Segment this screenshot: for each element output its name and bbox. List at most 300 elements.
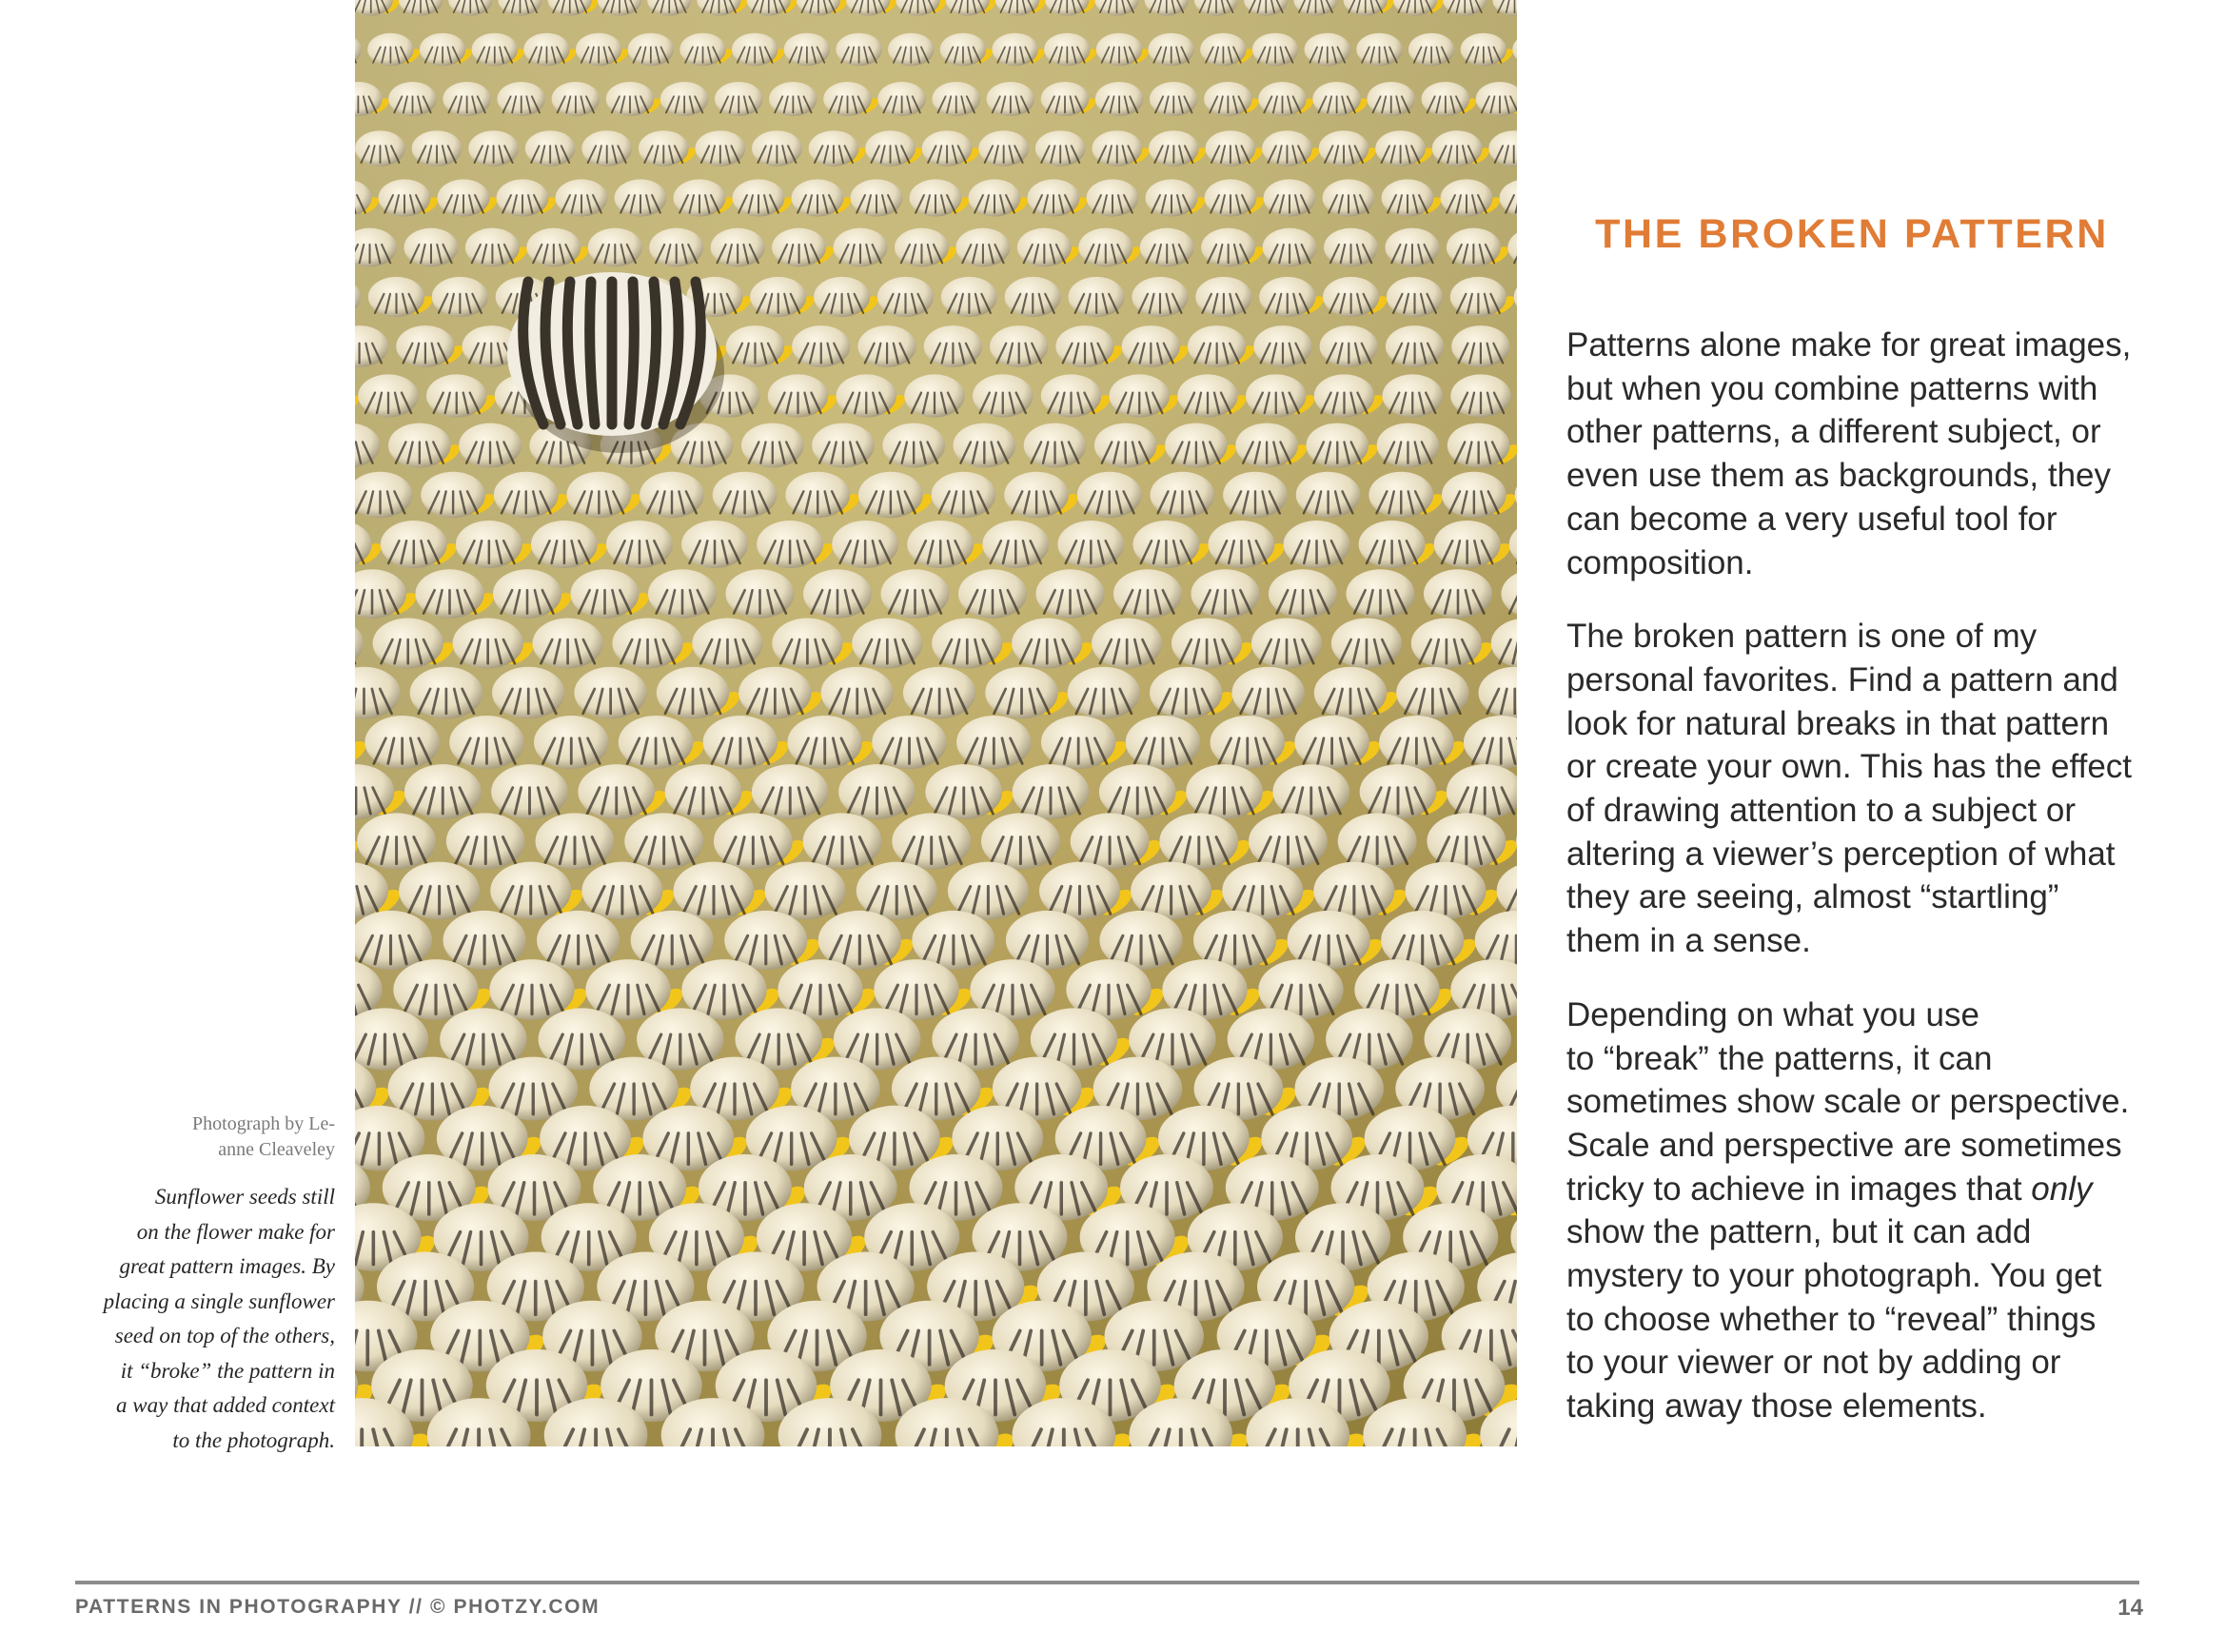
seed bbox=[1078, 228, 1143, 267]
seed bbox=[548, 0, 601, 16]
seed bbox=[494, 472, 571, 519]
seed bbox=[1140, 228, 1194, 267]
seed bbox=[1447, 228, 1511, 267]
seed bbox=[726, 325, 796, 367]
seed bbox=[1149, 130, 1209, 167]
seed bbox=[715, 82, 763, 116]
seed bbox=[1126, 716, 1201, 769]
seed bbox=[1432, 130, 1492, 167]
seed bbox=[420, 33, 475, 67]
seed bbox=[456, 521, 536, 568]
seed bbox=[1165, 423, 1239, 468]
seed bbox=[1041, 716, 1131, 769]
seed bbox=[443, 82, 491, 116]
seed bbox=[404, 228, 458, 267]
article-body bbox=[1566, 324, 2153, 1459]
caption-line: to the photograph. bbox=[172, 1427, 335, 1452]
seed bbox=[1491, 618, 1517, 668]
seed bbox=[973, 374, 1033, 417]
seed bbox=[1077, 472, 1142, 518]
seed bbox=[792, 325, 850, 367]
caption-line: great pattern images. By bbox=[119, 1254, 335, 1278]
seed bbox=[837, 374, 909, 417]
seed bbox=[1344, 0, 1396, 16]
seed bbox=[992, 33, 1047, 67]
seed bbox=[896, 0, 948, 16]
seed bbox=[772, 618, 857, 668]
seed bbox=[628, 33, 674, 67]
seed bbox=[399, 0, 443, 16]
seed bbox=[784, 33, 830, 67]
seed bbox=[1069, 277, 1125, 317]
seed bbox=[1150, 472, 1214, 518]
caption-line: it “broke” the pattern in bbox=[120, 1358, 335, 1383]
seed bbox=[990, 325, 1048, 367]
seed bbox=[904, 374, 964, 417]
seed bbox=[1068, 667, 1140, 719]
seed bbox=[570, 569, 652, 619]
seed bbox=[1246, 374, 1318, 417]
seed bbox=[888, 33, 934, 67]
text-line: of drawing attention to a subject or bbox=[1566, 792, 2077, 830]
seed bbox=[857, 325, 916, 367]
seed bbox=[1306, 423, 1380, 468]
seed bbox=[803, 813, 882, 869]
seed bbox=[355, 0, 402, 16]
seed bbox=[631, 911, 714, 970]
seed bbox=[1500, 179, 1517, 216]
seed bbox=[1320, 325, 1378, 367]
seed bbox=[388, 82, 437, 116]
seed bbox=[787, 716, 876, 769]
seed bbox=[1305, 33, 1350, 67]
seed bbox=[733, 179, 796, 216]
seed bbox=[355, 130, 405, 167]
seed bbox=[882, 423, 945, 468]
seed bbox=[1249, 813, 1328, 869]
seed bbox=[954, 423, 1016, 468]
seed bbox=[493, 569, 575, 619]
seed bbox=[1346, 569, 1414, 618]
seed bbox=[355, 423, 380, 468]
seed bbox=[1004, 472, 1081, 519]
seed bbox=[1252, 33, 1298, 67]
seed bbox=[1194, 0, 1238, 16]
seed bbox=[364, 716, 440, 769]
seed bbox=[640, 472, 704, 518]
seed bbox=[552, 82, 601, 116]
seed bbox=[399, 862, 480, 920]
seed bbox=[858, 472, 935, 519]
text-fragment: tricky to achieve in images that bbox=[1566, 1170, 2032, 1208]
seed bbox=[566, 472, 643, 519]
seed bbox=[537, 911, 620, 970]
seed bbox=[453, 618, 538, 668]
seed bbox=[1223, 472, 1288, 518]
seed bbox=[1258, 82, 1315, 116]
seed bbox=[747, 0, 799, 16]
seed bbox=[1393, 0, 1446, 16]
seed bbox=[932, 618, 1016, 668]
seed bbox=[1434, 521, 1514, 568]
seed bbox=[432, 277, 488, 317]
seed bbox=[1312, 82, 1369, 116]
seed bbox=[1515, 472, 1517, 519]
seed bbox=[1253, 325, 1311, 367]
seed bbox=[1411, 618, 1496, 668]
seed bbox=[1041, 82, 1098, 116]
seed bbox=[910, 179, 973, 216]
seed bbox=[615, 179, 667, 216]
seed bbox=[534, 716, 609, 769]
seed bbox=[525, 130, 576, 167]
seed bbox=[1441, 179, 1504, 216]
seed bbox=[987, 82, 1035, 116]
text-line: The broken pattern is one of my bbox=[1566, 618, 2038, 656]
seed bbox=[732, 33, 787, 67]
seed bbox=[1479, 667, 1517, 719]
seed bbox=[355, 228, 397, 267]
seed bbox=[697, 0, 749, 16]
seed bbox=[443, 911, 526, 970]
seed bbox=[955, 228, 1010, 267]
text-line: Depending on what you use bbox=[1566, 995, 1979, 1033]
seed bbox=[982, 521, 1049, 568]
seed bbox=[981, 813, 1060, 869]
seed bbox=[1447, 423, 1517, 468]
seed bbox=[1492, 0, 1517, 16]
seed bbox=[1262, 130, 1322, 167]
seed bbox=[1387, 277, 1443, 317]
seed bbox=[696, 130, 746, 167]
seed bbox=[895, 228, 959, 267]
seed bbox=[404, 764, 482, 819]
seed bbox=[355, 667, 401, 719]
seed bbox=[1424, 569, 1492, 618]
seed bbox=[367, 33, 423, 67]
text-line: mystery to your photograph. You get bbox=[1566, 1257, 2102, 1295]
seed bbox=[1488, 130, 1517, 167]
seed bbox=[1507, 228, 1517, 267]
seed bbox=[588, 228, 642, 267]
seed bbox=[812, 423, 875, 468]
emphasis-only: only bbox=[2031, 1170, 2093, 1208]
seed bbox=[1092, 618, 1162, 668]
seed bbox=[1294, 716, 1384, 769]
seed bbox=[821, 667, 894, 719]
seed bbox=[752, 764, 829, 819]
seed bbox=[1191, 569, 1259, 618]
seed bbox=[1099, 764, 1191, 819]
seed bbox=[578, 764, 669, 819]
seed bbox=[1055, 325, 1125, 367]
seed bbox=[1244, 0, 1288, 16]
seed bbox=[1408, 33, 1454, 67]
seed bbox=[851, 179, 903, 216]
seed bbox=[1028, 179, 1091, 216]
seed bbox=[660, 82, 709, 116]
sunflower-seeds-photo bbox=[355, 0, 1517, 1446]
seed bbox=[1314, 374, 1387, 417]
seed bbox=[624, 813, 703, 869]
seed bbox=[472, 33, 527, 67]
seed bbox=[355, 764, 409, 819]
seed bbox=[665, 764, 757, 819]
seed bbox=[648, 569, 717, 618]
seed bbox=[741, 423, 804, 468]
caption-line: on the flower make for bbox=[136, 1219, 335, 1244]
seed bbox=[1177, 374, 1250, 417]
seed bbox=[924, 325, 982, 367]
text-line: taking away those elements. bbox=[1566, 1387, 1987, 1426]
seed bbox=[814, 277, 881, 317]
footer-title: PATTERNS IN PHOTOGRAPHY // © PHOTZY.COM bbox=[75, 1596, 601, 1618]
paragraph-2 bbox=[1566, 615, 2153, 963]
text-line: look for natural breaks in that pattern bbox=[1566, 704, 2110, 742]
seed bbox=[834, 228, 888, 267]
seed bbox=[574, 667, 646, 719]
seed bbox=[1035, 569, 1104, 618]
seed bbox=[1150, 667, 1236, 719]
seed bbox=[576, 33, 631, 67]
seed bbox=[355, 179, 382, 216]
seed bbox=[1464, 716, 1517, 769]
seed bbox=[612, 618, 697, 668]
seed bbox=[1450, 374, 1510, 417]
credit-line: Photograph by Le- bbox=[192, 1113, 335, 1134]
seed bbox=[1368, 472, 1446, 519]
seed bbox=[809, 130, 869, 167]
seed bbox=[1422, 82, 1479, 116]
seed bbox=[1516, 813, 1517, 869]
seed bbox=[1461, 33, 1516, 67]
text-line: to choose whether to “reveal” things bbox=[1566, 1300, 2097, 1338]
photo-credit bbox=[133, 1111, 335, 1163]
seed bbox=[1338, 813, 1417, 869]
seed bbox=[1319, 130, 1379, 167]
seed bbox=[674, 862, 771, 920]
seed bbox=[713, 472, 778, 518]
seed bbox=[526, 228, 591, 267]
seed bbox=[1284, 521, 1350, 568]
seed bbox=[438, 179, 501, 216]
seed bbox=[1235, 423, 1309, 468]
text-line: can become a very useful tool for bbox=[1566, 500, 2058, 538]
seed bbox=[355, 521, 384, 568]
seed bbox=[1017, 228, 1082, 267]
seed bbox=[498, 0, 541, 16]
seed bbox=[606, 82, 663, 116]
seed bbox=[1087, 179, 1139, 216]
seed bbox=[703, 716, 793, 769]
seed bbox=[852, 618, 922, 668]
text-line: other patterns, a different subject, or bbox=[1566, 413, 2101, 451]
seed bbox=[836, 33, 881, 67]
seed bbox=[396, 325, 465, 367]
seed bbox=[1323, 277, 1390, 317]
seed bbox=[465, 228, 530, 267]
seed bbox=[491, 764, 568, 819]
text-line: to “break” the patterns, it can bbox=[1566, 1039, 1993, 1077]
seed bbox=[946, 0, 998, 16]
seed bbox=[903, 667, 975, 719]
seed bbox=[752, 130, 802, 167]
seed bbox=[355, 911, 432, 970]
seed bbox=[1251, 618, 1322, 668]
seed bbox=[772, 228, 837, 267]
seed bbox=[412, 130, 463, 167]
seed bbox=[468, 130, 519, 167]
seed bbox=[388, 423, 463, 468]
seed bbox=[1514, 277, 1517, 317]
seed bbox=[750, 277, 817, 317]
seed bbox=[1377, 423, 1440, 468]
seed bbox=[355, 618, 364, 668]
seed bbox=[941, 277, 997, 317]
seed bbox=[978, 130, 1029, 167]
seed bbox=[679, 33, 735, 67]
seed bbox=[639, 130, 699, 167]
caption-line: a way that added context bbox=[116, 1393, 335, 1417]
seed bbox=[1211, 716, 1300, 769]
seed bbox=[1356, 33, 1402, 67]
seed bbox=[857, 862, 937, 920]
seed bbox=[1360, 764, 1451, 819]
text-line: or create your own. This has the effect bbox=[1566, 748, 2133, 786]
seed bbox=[956, 716, 1032, 769]
seed bbox=[1094, 423, 1169, 468]
seed bbox=[1263, 228, 1317, 267]
seed bbox=[1041, 374, 1113, 417]
seed bbox=[838, 764, 916, 819]
seed bbox=[647, 0, 691, 16]
seed bbox=[1071, 813, 1165, 869]
seed bbox=[421, 472, 498, 519]
seed bbox=[381, 521, 461, 568]
seed bbox=[692, 618, 762, 668]
seed bbox=[1314, 667, 1401, 719]
seed bbox=[925, 764, 1016, 819]
caption-line: placing a single sunflower bbox=[103, 1288, 335, 1313]
seed bbox=[523, 33, 579, 67]
seed bbox=[355, 82, 392, 116]
seed bbox=[714, 813, 808, 869]
footer-divider bbox=[75, 1581, 2139, 1584]
seed bbox=[1396, 667, 1468, 719]
seed bbox=[725, 569, 794, 618]
seed bbox=[368, 277, 436, 317]
seed bbox=[1094, 0, 1138, 16]
seed bbox=[598, 0, 641, 16]
seed bbox=[1259, 277, 1327, 317]
seed bbox=[1201, 228, 1266, 267]
seed bbox=[1045, 0, 1097, 16]
seed bbox=[1501, 569, 1517, 619]
seed bbox=[446, 813, 525, 869]
seed bbox=[907, 521, 987, 568]
seed bbox=[556, 179, 608, 216]
seed bbox=[872, 716, 947, 769]
seed bbox=[410, 667, 482, 719]
seed bbox=[497, 82, 545, 116]
seed bbox=[448, 0, 492, 16]
paragraph-1 bbox=[1566, 324, 2153, 584]
seed bbox=[892, 813, 971, 869]
seed bbox=[1095, 82, 1144, 116]
seed bbox=[985, 667, 1072, 719]
seed bbox=[1186, 764, 1277, 819]
seed bbox=[497, 179, 560, 216]
seed bbox=[932, 82, 980, 116]
seed bbox=[355, 277, 361, 317]
seed bbox=[1044, 33, 1099, 67]
paragraph-3 bbox=[1566, 993, 2153, 1428]
seed bbox=[880, 569, 949, 618]
seed bbox=[1172, 618, 1256, 668]
seed bbox=[711, 228, 765, 267]
seed bbox=[1367, 82, 1415, 116]
seed bbox=[1272, 764, 1349, 819]
seed bbox=[797, 0, 849, 16]
seed bbox=[426, 374, 499, 417]
photo-caption bbox=[63, 1180, 335, 1458]
seed bbox=[1451, 325, 1509, 367]
seed bbox=[1205, 179, 1268, 216]
seed bbox=[1386, 325, 1444, 367]
seed bbox=[1145, 0, 1189, 16]
seed bbox=[765, 862, 846, 920]
seed bbox=[1204, 82, 1261, 116]
seed bbox=[1132, 277, 1188, 317]
seed bbox=[1296, 472, 1361, 518]
seed bbox=[1324, 228, 1378, 267]
text-line bbox=[1566, 1168, 2153, 1211]
seed bbox=[1269, 569, 1337, 618]
seed bbox=[1379, 716, 1468, 769]
seed bbox=[355, 472, 412, 518]
text-line: composition. bbox=[1566, 543, 1754, 581]
seed bbox=[940, 33, 995, 67]
seed bbox=[1195, 277, 1251, 317]
seed bbox=[877, 82, 926, 116]
seed bbox=[757, 521, 837, 568]
seed bbox=[768, 374, 840, 417]
seed bbox=[355, 569, 420, 619]
seed bbox=[932, 472, 996, 518]
seed bbox=[1159, 813, 1253, 869]
text-line: them in a sense. bbox=[1566, 922, 1811, 960]
text-line: sometimes show scale or perspective. bbox=[1566, 1083, 2130, 1121]
seed bbox=[649, 228, 703, 267]
seed bbox=[459, 423, 522, 468]
seed bbox=[865, 130, 925, 167]
seed bbox=[1057, 521, 1124, 568]
seed bbox=[1231, 667, 1304, 719]
seed bbox=[536, 813, 615, 869]
seed bbox=[1442, 472, 1517, 519]
seed bbox=[832, 521, 898, 568]
seed bbox=[877, 277, 934, 317]
seed bbox=[581, 130, 632, 167]
text-line: Scale and perspective are sometimes bbox=[1566, 1126, 2122, 1164]
seed bbox=[1113, 569, 1182, 618]
page-number: 14 bbox=[2117, 1595, 2143, 1621]
seed bbox=[1323, 179, 1375, 216]
seed bbox=[1209, 521, 1289, 568]
text-line: even use them as backgrounds, they bbox=[1566, 457, 2112, 495]
seed bbox=[1092, 130, 1152, 167]
seed bbox=[969, 179, 1032, 216]
